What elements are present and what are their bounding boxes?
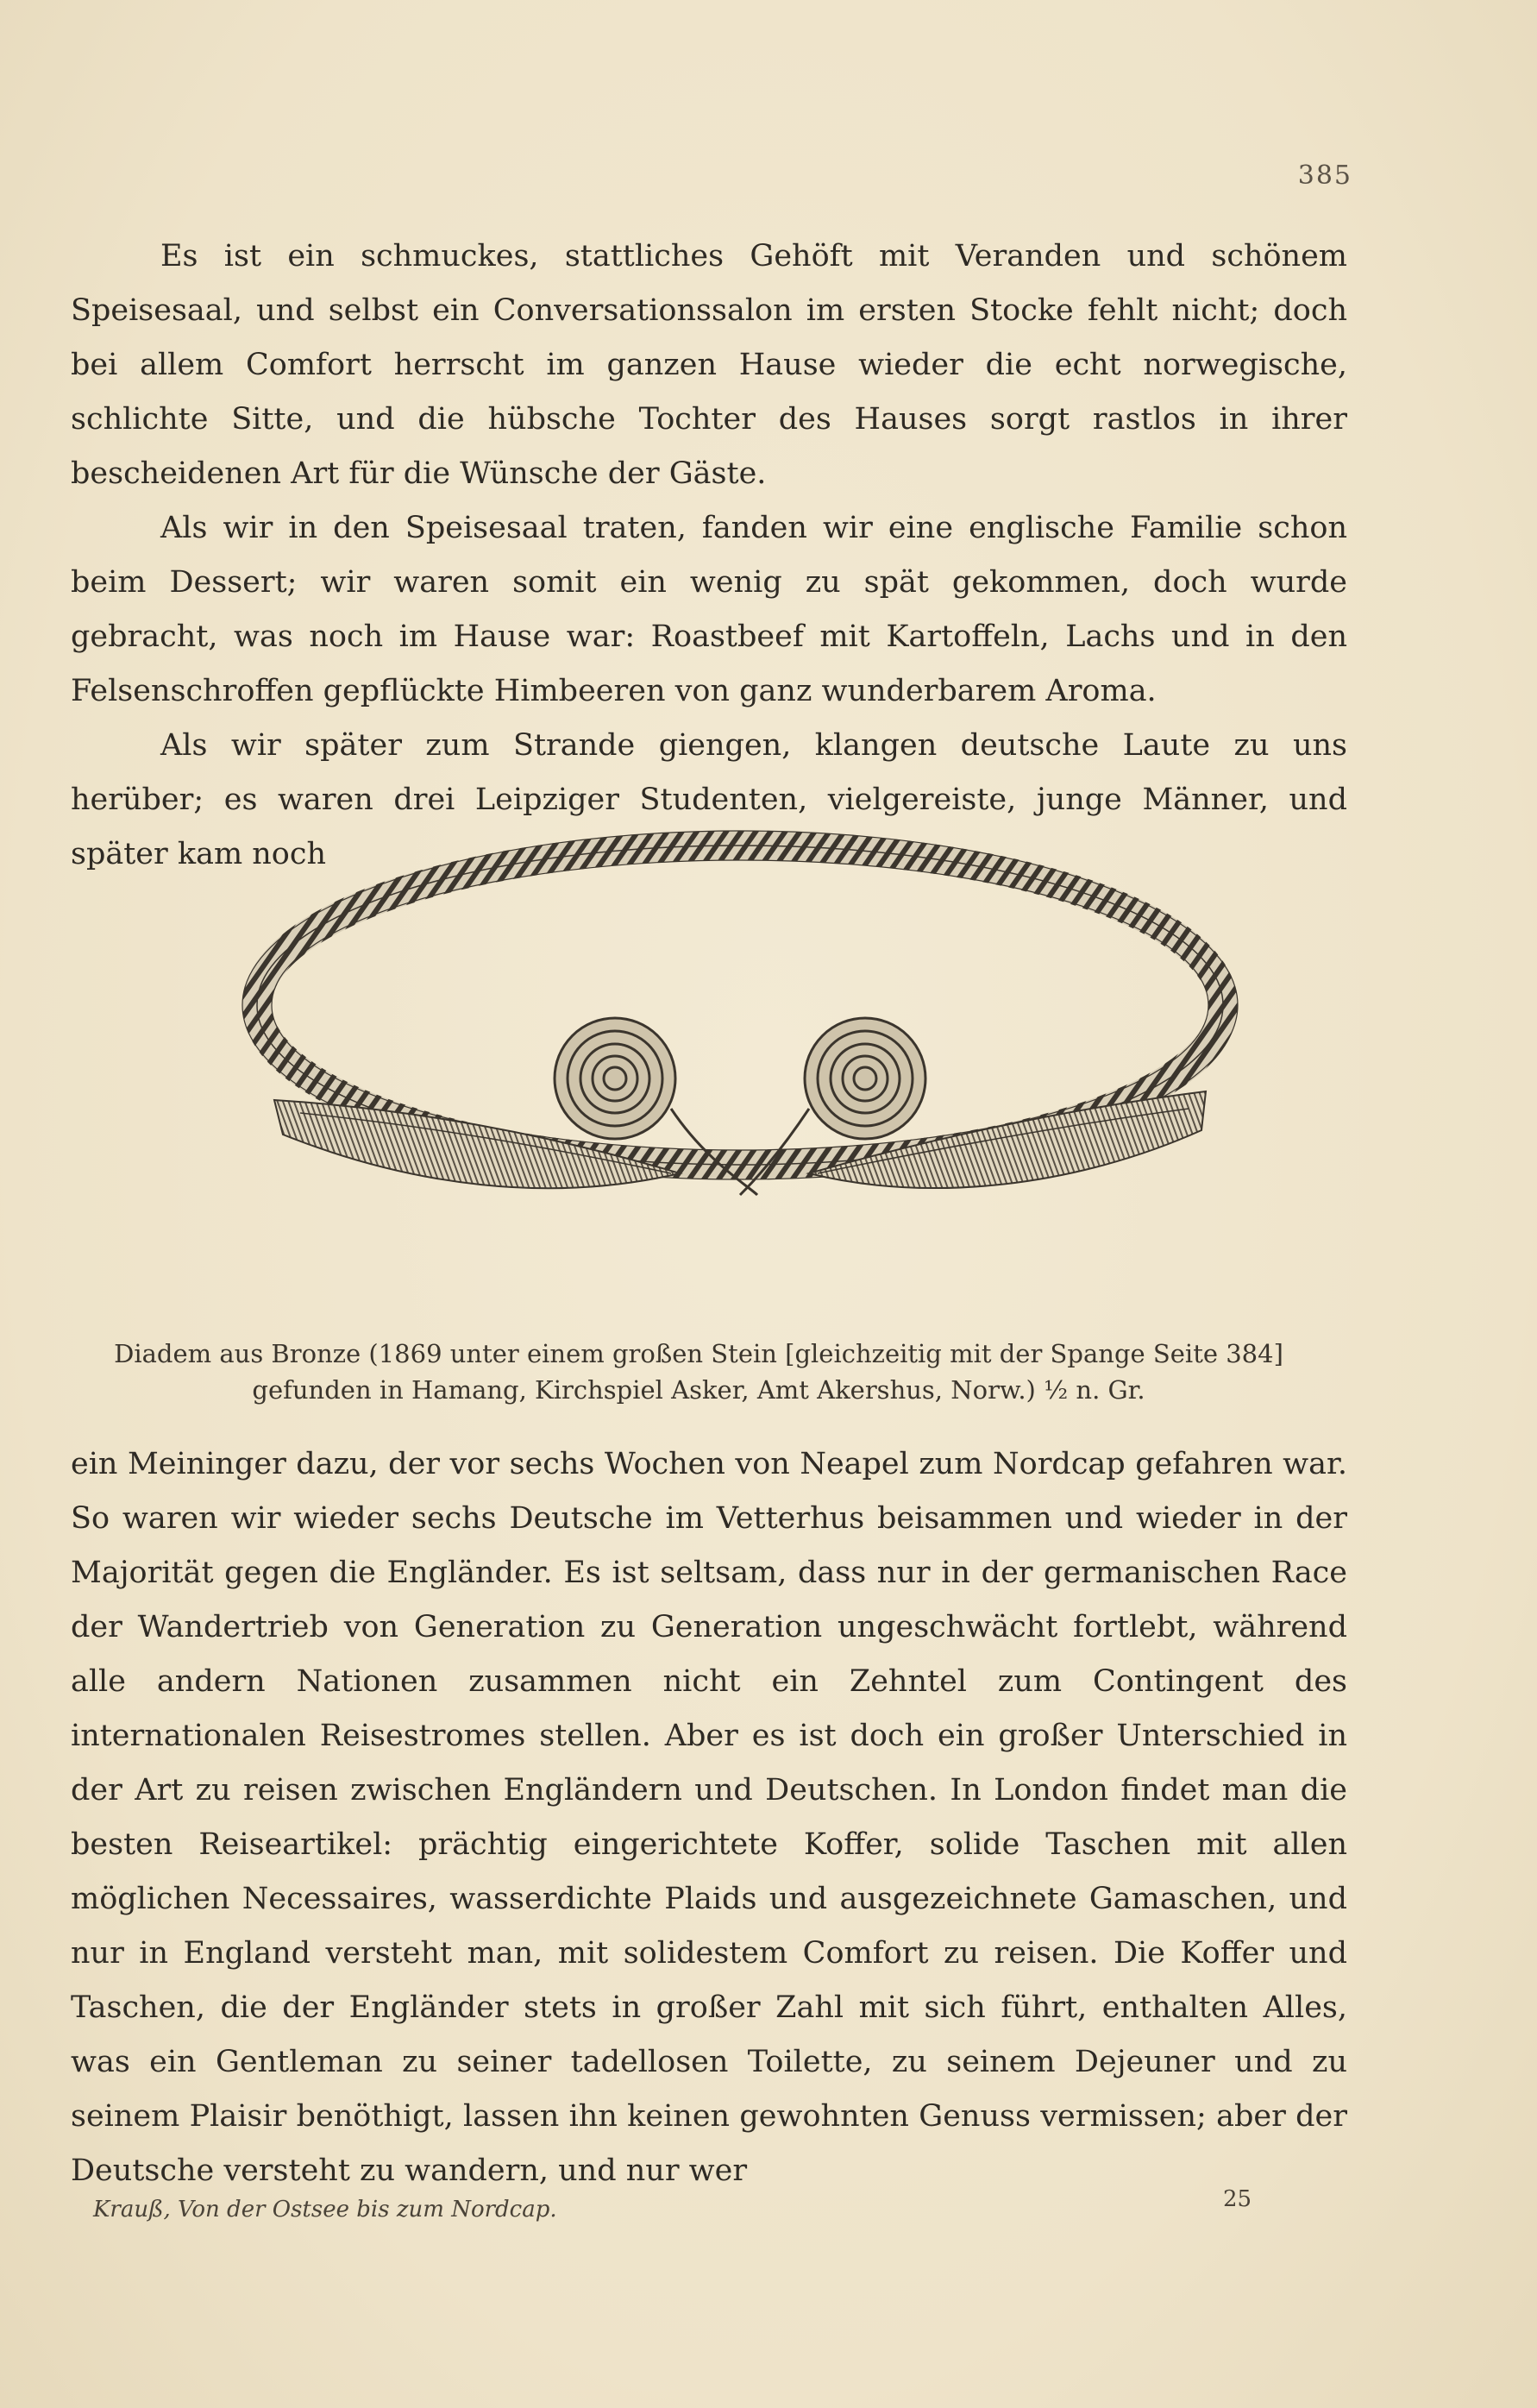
text-block-bottom	[71, 1437, 1347, 2198]
running-footer: Krauß, Von der Ostsee bis zum Nordcap.	[93, 2197, 557, 2223]
text-block-top	[71, 229, 1347, 882]
caption-line: gefunden in Hamang, Kirchspiel Asker, Amt Akershus, Norw.) ½ n. Gr.	[252, 1375, 1145, 1405]
paragraph: ein Meininger dazu, der vor sechs Wochen von Neapel zum Nordcap gefahren war. So waren wir wieder sechs Deutsche im Vetterhus beisammen und wieder in der Majorität gegen die Engländer. Es ist seltsam, dass nur in der germanischen Race der Wandertrieb von Generation zu Generation ungeschwächt fortlebt, während alle andern Nationen zusammen nicht ein Zehntel zum Contingent des internationalen Reisestromes stellen. Aber es ist doch ein großer Unterschied in der Art zu reisen zwischen Engländern und Deutschen. In London findet man die besten Reiseartikel: prächtig eingerichtete Koffer, solide Taschen mit allen möglichen Necessaires, wasserdichte Plaids und ausgezeichnete Gamaschen, und nur in England versteht man, mit solidestem Comfort zu reisen. Die Koffer und Taschen, die der Engländer stets in großer Zahl mit sich führt, enthalten Alles, was ein Gentleman zu seiner tadellosen Toilette, zu seinem Dejeuner und zu seinem Plaisir benöthigt, lassen ihn keinen gewohnten Genuss vermissen; aber der Deutsche versteht zu wandern, und nur wer	[71, 1447, 1347, 2188]
paragraph: Als wir später zum Strande giengen, klangen deutsche Laute zu uns herüber; es waren drei Leipziger Studenten, vielgereiste, junge Männer, und später kam noch	[71, 728, 1347, 871]
figure-caption	[52, 1336, 1346, 1408]
bronze-diadem-illustration	[154, 824, 1361, 1324]
paragraph: Es ist ein schmuckes, stattliches Gehöft mit Veranden und schönem Speisesaal, und selbst ein Conversationssalon im ersten Stocke fehlt nicht; doch bei allem Comfort herrscht im ganzen Hause wieder die echt norwegische, schlichte Sitte, und die hübsche Tochter des Hauses sorgt rastlos in ihrer bescheidenen Art für die Wünsche der Gäste.	[71, 239, 1347, 491]
page-number: 385	[1297, 160, 1352, 191]
caption-line: Diadem aus Bronze (1869 unter einem großen Stein [gleichzeitig mit der Spange Seite 384]	[114, 1339, 1283, 1368]
paragraph: Als wir in den Speisesaal traten, fanden wir eine englische Familie schon beim Dessert; wir waren somit ein wenig zu spät gekommen, doch wurde gebracht, was noch im Hause war: Roastbeef mit Kartoffeln, Lachs und in den Felsenschroffen gepflückte Himbeeren von ganz wunderbarem Aroma.	[71, 511, 1347, 708]
signature-mark: 25	[1223, 2186, 1252, 2212]
